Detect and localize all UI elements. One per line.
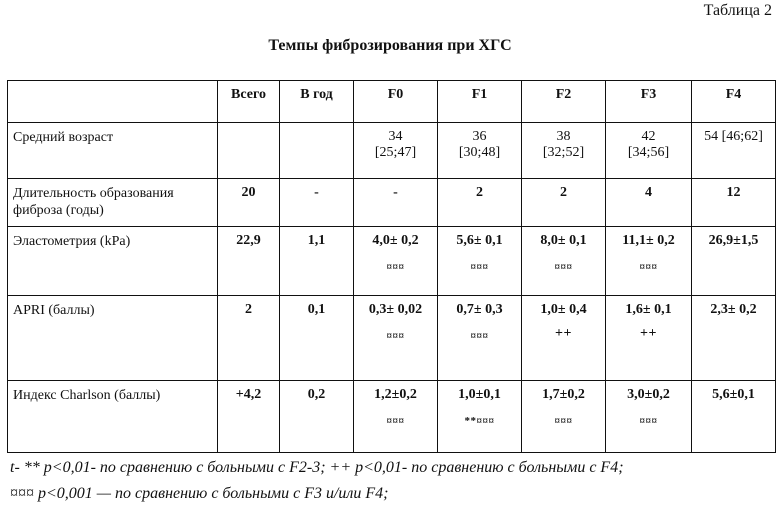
cell-value: 2 xyxy=(245,301,252,317)
table-cell xyxy=(218,179,280,227)
cell-value: 1,1 xyxy=(307,233,326,249)
table-cell xyxy=(218,123,280,179)
cell-value: 38 xyxy=(556,129,571,144)
table-row xyxy=(8,381,776,453)
table-cell xyxy=(522,179,606,227)
table-cell xyxy=(438,295,522,381)
cell-value: 2,3± 0,2 xyxy=(710,301,757,317)
cell-value: 1,6± 0,1 xyxy=(625,301,672,317)
cell-value: 0,7± 0,3 xyxy=(456,301,503,317)
cell-value: 2 xyxy=(560,185,567,201)
significance-marker: **¤¤¤ xyxy=(464,415,495,428)
table-cell xyxy=(438,123,522,179)
cell-value: 42 xyxy=(641,129,656,144)
significance-marker: ¤¤¤ xyxy=(554,261,573,274)
cell-value: 2 xyxy=(476,185,483,201)
cell-value: 1,0±0,1 xyxy=(458,387,501,403)
cell-range: [34;56] xyxy=(627,145,670,160)
header-cell: F4 xyxy=(692,81,776,123)
cell-value: 8,0± 0,1 xyxy=(540,233,587,249)
cell-value: 3,0±0,2 xyxy=(627,387,670,403)
table-cell xyxy=(606,179,692,227)
row-label: Эластометрия (kPa) xyxy=(8,227,218,295)
table-cell xyxy=(218,381,280,453)
cell-value: 4 xyxy=(645,185,652,201)
cell-value: +4,2 xyxy=(235,387,262,403)
significance-marker: ¤¤¤ xyxy=(386,415,405,428)
cell-value: 5,6±0,1 xyxy=(712,387,755,403)
table-cell xyxy=(354,179,438,227)
cell-value: 12 xyxy=(726,185,741,201)
table-row xyxy=(8,295,776,381)
table-row xyxy=(8,227,776,295)
row-label: Индекс Charlson (баллы) xyxy=(8,381,218,453)
header-cell: F2 xyxy=(522,81,606,123)
row-label: APRI (баллы) xyxy=(8,295,218,381)
table-cell xyxy=(692,123,776,179)
significance-marker: ¤¤¤ xyxy=(470,261,489,274)
header-cell: F0 xyxy=(354,81,438,123)
header-cell xyxy=(8,81,218,123)
table-cell xyxy=(692,381,776,453)
significance-marker: ¤¤¤ xyxy=(639,415,658,428)
table-title: Темпы фиброзирования при ХГС xyxy=(268,37,512,54)
table-cell xyxy=(522,295,606,381)
table-cell xyxy=(692,227,776,295)
header-cell: В год xyxy=(280,81,354,123)
table-cell xyxy=(522,381,606,453)
table-body xyxy=(8,123,776,453)
table-cell xyxy=(218,227,280,295)
table-cell xyxy=(438,179,522,227)
header-cell: F1 xyxy=(438,81,522,123)
table-cell xyxy=(354,381,438,453)
table-cell xyxy=(438,227,522,295)
cell-range: [32;52] xyxy=(542,145,585,160)
table-cell xyxy=(522,227,606,295)
significance-marker: ¤¤¤ xyxy=(386,329,405,342)
cell-value: 5,6± 0,1 xyxy=(456,233,503,249)
cell-range: [30;48] xyxy=(458,145,501,160)
header-cell: Всего xyxy=(218,81,280,123)
table-cell xyxy=(692,179,776,227)
significance-marker: ¤¤¤ xyxy=(470,329,489,342)
cell-value: 0,1 xyxy=(307,301,326,317)
significance-marker: ¤¤¤ xyxy=(386,261,405,274)
table-cell xyxy=(354,227,438,295)
table-cell xyxy=(692,295,776,381)
row-label: Средний возраст xyxy=(8,123,218,179)
cell-value: 11,1± 0,2 xyxy=(622,233,675,249)
cell-value: 20 xyxy=(241,185,256,201)
header-cell: F3 xyxy=(606,81,692,123)
cell-value: 1,2±0,2 xyxy=(374,387,417,403)
cell-value: 4,0± 0,2 xyxy=(372,233,419,249)
cell-value: 36 xyxy=(472,129,487,144)
header-row xyxy=(8,81,776,123)
cell-value: - xyxy=(314,185,319,201)
cell-range: [25;47] xyxy=(374,145,417,160)
significance-marker: ¤¤¤ xyxy=(554,415,573,428)
significance-marker: ¤¤¤ xyxy=(639,261,658,274)
fibrosis-table xyxy=(7,80,776,453)
cell-value: 0,2 xyxy=(307,387,326,403)
table-cell xyxy=(280,295,354,381)
cell-value: 54 [46;62] xyxy=(704,129,763,144)
footnote: ¤¤¤ p<0,001 — по сравнению с больными с F3 и/или F4; xyxy=(10,485,389,502)
cell-value: 22,9 xyxy=(236,233,261,249)
table-cell xyxy=(354,123,438,179)
cell-value: 1,0± 0,4 xyxy=(540,301,587,317)
table-cell xyxy=(606,381,692,453)
significance-marker: ++ xyxy=(555,325,572,341)
table-cell xyxy=(606,123,692,179)
significance-marker: ++ xyxy=(640,325,657,341)
table-cell xyxy=(438,381,522,453)
table-cell xyxy=(522,123,606,179)
table-row xyxy=(8,179,776,227)
table-cell xyxy=(606,227,692,295)
table-row xyxy=(8,123,776,179)
table-number: Таблица 2 xyxy=(703,2,772,19)
cell-value: 1,7±0,2 xyxy=(542,387,585,403)
table-cell xyxy=(218,295,280,381)
table-cell xyxy=(280,179,354,227)
table-cell xyxy=(280,381,354,453)
table-cell xyxy=(280,123,354,179)
table-cell xyxy=(354,295,438,381)
cell-value: 26,9±1,5 xyxy=(708,233,759,249)
cell-value: - xyxy=(393,185,398,201)
table-cell xyxy=(606,295,692,381)
cell-value: 0,3± 0,02 xyxy=(368,301,423,317)
cell-value: 34 xyxy=(388,129,403,144)
row-label: Длительность образования фиброза (годы) xyxy=(8,179,218,227)
table-cell xyxy=(280,227,354,295)
footnote: t- ** p<0,01- по сравнению с больными с F2-3; ++ p<0,01- по сравнению с больными с F4; xyxy=(10,459,624,476)
